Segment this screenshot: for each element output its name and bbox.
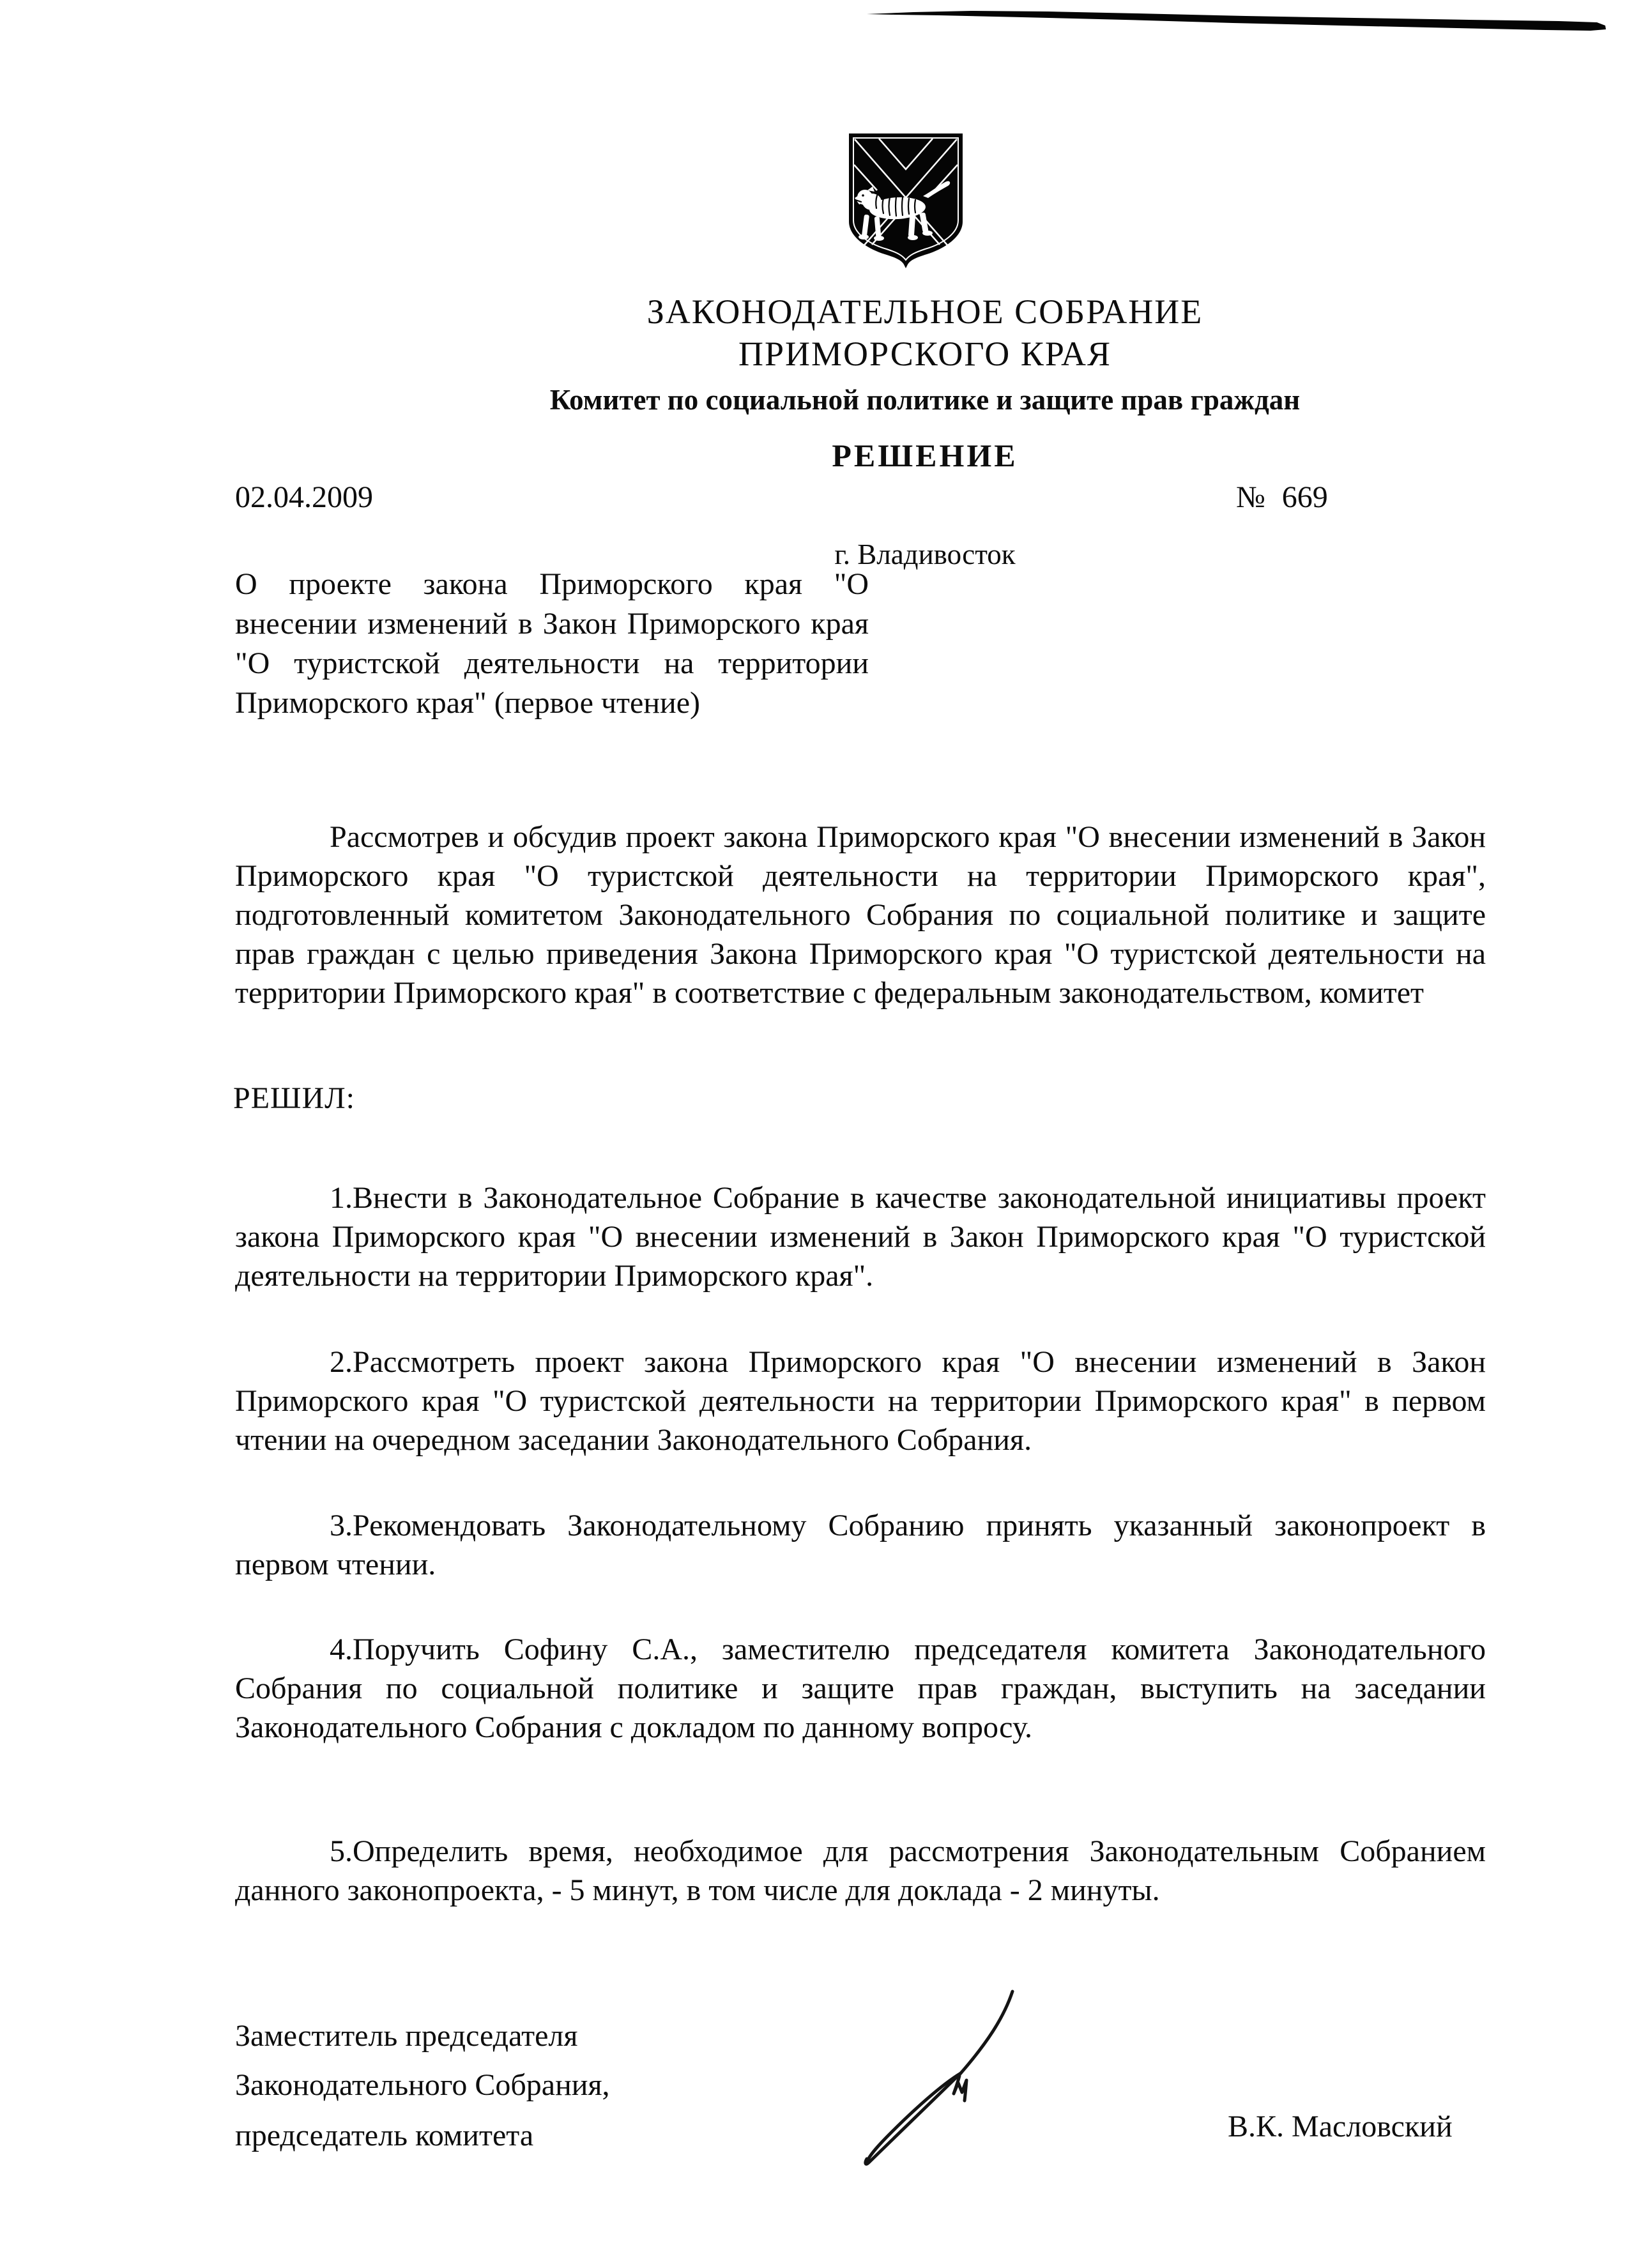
scan-artifact-streak: [0, 0, 1634, 45]
signer-title-line2: Законодательного Собрания,: [235, 2068, 610, 2102]
handwritten-signature: [855, 1979, 1034, 2178]
coat-of-arms: [846, 132, 965, 270]
intro-paragraph: Рассмотрев и обсудив проект закона Приморского края "О внесении изменений в Закон Приморского края "О туристской деятельности на территории Приморского края", подготовленный комитетом Законодательного Собрания по социальной политике и защите прав граждан с целью приведения Закона Приморского края "О туристской деятельности на территории Приморского края" в соответствие с федеральным законодательством, комитет: [235, 820, 1486, 1010]
document-type-title: РЕШЕНИЕ: [832, 438, 1018, 473]
signer-name: В.К. Масловский: [1228, 2110, 1453, 2143]
document-date: 02.04.2009: [235, 480, 373, 514]
document-number: [1236, 480, 1328, 515]
org-name-line2: ПРИМОРСКОГО КРАЯ: [738, 335, 1111, 373]
subject-paragraph: О проекте закона Приморского края "О внесении изменений в Закон Приморского края "О туристской деятельности на территории Приморского края" (первое чтение): [235, 567, 869, 720]
signer-title-line1: Заместитель председателя: [235, 2019, 578, 2053]
org-name-line1: ЗАКОНОДАТЕЛЬНОЕ СОБРАНИЕ: [646, 293, 1203, 331]
decision-item-5: 5.Определить время, необходимое для рассмотрения Законодательным Собранием данного законопроекта, - 5 минут, в том числе для доклада - 2 минуты.: [235, 1834, 1486, 1907]
decision-item-1: 1.Внести в Законодательное Собрание в качестве законодательной инициативы проект закона Приморского края "О внесении изменений в Закон Приморского края "О туристской деятельности на территории Приморского края".: [235, 1181, 1486, 1293]
number-value: 669: [1281, 480, 1328, 514]
decided-label: РЕШИЛ:: [233, 1081, 355, 1115]
decision-item-2: 2.Рассмотреть проект закона Приморского края "О внесении изменений в Закон Приморского края "О туристской деятельности на территории Приморского края" в первом чтении на очередном заседании Законодательного Собрания.: [235, 1345, 1486, 1457]
committee-name: Комитет по социальной политике и защите прав граждан: [549, 384, 1301, 416]
signer-title-line3: председатель комитета: [235, 2119, 534, 2152]
primorsky-krai-emblem-icon: [846, 132, 965, 270]
decision-item-4: 4.Поручить Софину С.А., заместителю председателя комитета Законодательного Собрания по социальной политике и защите прав граждан, выступить на заседании Законодательного Собрания с докладом по данному вопросу.: [235, 1633, 1486, 1744]
city-line: г. Владивосток: [834, 538, 1016, 570]
number-sign: №: [1236, 480, 1265, 514]
decision-item-3: 3.Рекомендовать Законодательному Собранию принять указанный законопроект в первом чтении.: [235, 1509, 1486, 1581]
